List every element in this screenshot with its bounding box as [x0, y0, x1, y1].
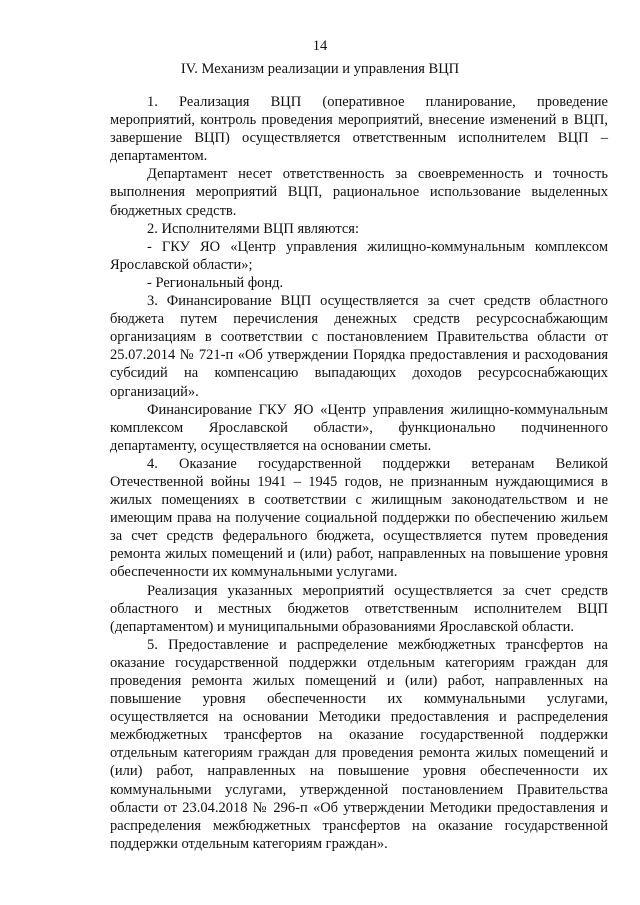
- paragraph-6: 3. Финансирование ВЦП осуществляется за счет средств областного бюджета путем перечисления денежных средств ресурсоснабжающим организациям в соответствии с постановлением Правительства области от 25.07.2014 № 721-п «Об утверждении Порядка предоставления и расходования субсидий на компенсацию выпадающих доходов ресурсоснабжающих организаций».: [110, 293, 608, 400]
- paragraph-10: 5. Предоставление и распределение межбюджетных трансфертов на оказание государственной поддержки отдельным категориям граждан для проведения ремонта жилых помещений и (или) работ, направленных на повышение уровня обеспеченности их коммунальными услугами, осуществляется на основании Методики предоставления и распределения межбюджетных трансфертов на оказание государственной поддержки отдельным категориям граждан для проведения ремонта жилых помещений и (или) работ, направленных на повышение уровня обеспеченности их коммунальными услугами, утвержденной постановлением Правительства области от 23.04.2018 № 296-п «Об утверждении Методики предоставления и распределения межбюджетных трансфертов на оказание государственной поддержки отдельным категориям граждан».: [110, 636, 608, 852]
- paragraph-7: Финансирование ГКУ ЯО «Центр управления жилищно-коммунальным комплексом Ярославской области», функционально подчиненного департаменту, осуществляется на основании сметы.: [110, 401, 608, 454]
- page-number: 14: [312, 38, 328, 54]
- paragraph-8: 4. Оказание государственной поддержки ветеранам Великой Отечественной войны 1941 – 1945 годов, не признанным нуждающимися в жилых помещениях в соответствии с жилищным законодательством и не имеющим права на получение социальной поддержки по обеспечению жильем за счет средств федерального бюджета, осуществляется путем проведения ремонта жилых помещений и (или) работ, направленных на повышение уровня обеспеченности их коммунальными услугами.: [110, 455, 608, 581]
- paragraph-2: Департамент несет ответственность за своевременность и точность выполнения мероприятий ВЦП, рациональное использование выделенных бюджетных средств.: [110, 166, 608, 219]
- paragraph-3: 2. Исполнителями ВЦП являются:: [147, 220, 359, 237]
- paragraph-1: 1. Реализация ВЦП (оперативное планирование, проведение мероприятий, контроль проведения мероприятий, внесение изменений в ВЦП, завершение ВЦП) осуществляется ответственным исполнителем ВЦП – департаментом.: [110, 94, 608, 165]
- paragraph-4: - ГКУ ЯО «Центр управления жилищно-коммунальным комплексом Ярославской области»;: [110, 238, 608, 273]
- paragraph-9: Реализация указанных мероприятий осуществляется за счет средств областного и местных бюджетов ответственным исполнителем ВЦП (департаментом) и муниципальными образованиями Ярославской области.: [110, 582, 608, 635]
- paragraph-5: - Региональный фонд.: [147, 274, 284, 291]
- section-heading: IV. Механизм реализации и управления ВЦП: [180, 61, 460, 77]
- document-body: [110, 93, 608, 853]
